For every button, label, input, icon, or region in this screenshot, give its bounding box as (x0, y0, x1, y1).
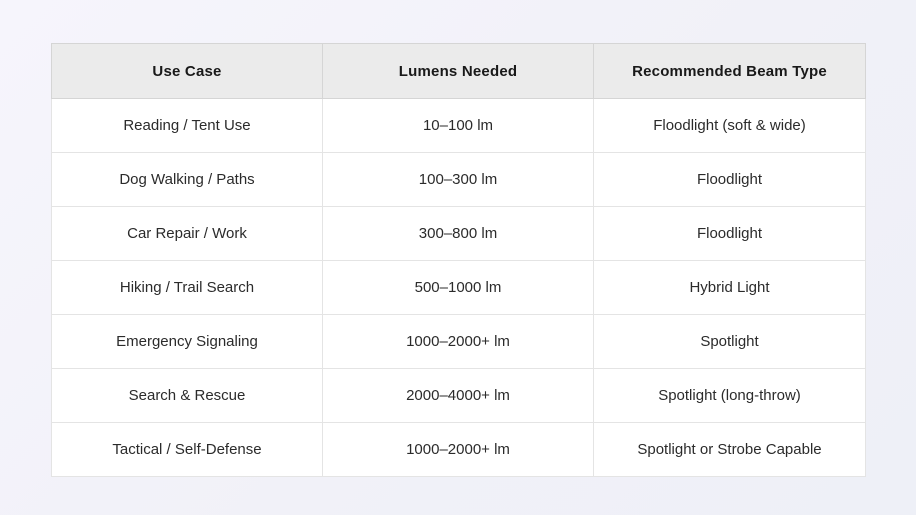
cell-lumens-needed: 1000–2000+ lm (323, 423, 594, 477)
header-cell-recommended-beam-type: Recommended Beam Type (594, 44, 866, 99)
table-row (52, 315, 866, 369)
cell-use-case: Car Repair / Work (52, 207, 323, 261)
table-row (52, 99, 866, 153)
table-row (52, 153, 866, 207)
table-row (52, 261, 866, 315)
use-case-table (51, 43, 866, 477)
cell-lumens-needed: 1000–2000+ lm (323, 315, 594, 369)
table-row (52, 423, 866, 477)
cell-use-case: Emergency Signaling (52, 315, 323, 369)
cell-use-case: Hiking / Trail Search (52, 261, 323, 315)
cell-recommended-beam-type: Spotlight (long-throw) (594, 369, 866, 423)
cell-recommended-beam-type: Floodlight (soft & wide) (594, 99, 866, 153)
header-cell-use-case: Use Case (52, 44, 323, 99)
cell-recommended-beam-type: Hybrid Light (594, 261, 866, 315)
table-header-row (52, 44, 866, 99)
cell-recommended-beam-type: Floodlight (594, 153, 866, 207)
cell-lumens-needed: 300–800 lm (323, 207, 594, 261)
cell-recommended-beam-type: Spotlight or Strobe Capable (594, 423, 866, 477)
header-cell-lumens-needed: Lumens Needed (323, 44, 594, 99)
cell-recommended-beam-type: Spotlight (594, 315, 866, 369)
cell-lumens-needed: 100–300 lm (323, 153, 594, 207)
cell-use-case: Search & Rescue (52, 369, 323, 423)
cell-use-case: Dog Walking / Paths (52, 153, 323, 207)
cell-lumens-needed: 2000–4000+ lm (323, 369, 594, 423)
cell-lumens-needed: 500–1000 lm (323, 261, 594, 315)
cell-recommended-beam-type: Floodlight (594, 207, 866, 261)
cell-use-case: Tactical / Self-Defense (52, 423, 323, 477)
table-row (52, 369, 866, 423)
table-row (52, 207, 866, 261)
cell-use-case: Reading / Tent Use (52, 99, 323, 153)
cell-lumens-needed: 10–100 lm (323, 99, 594, 153)
